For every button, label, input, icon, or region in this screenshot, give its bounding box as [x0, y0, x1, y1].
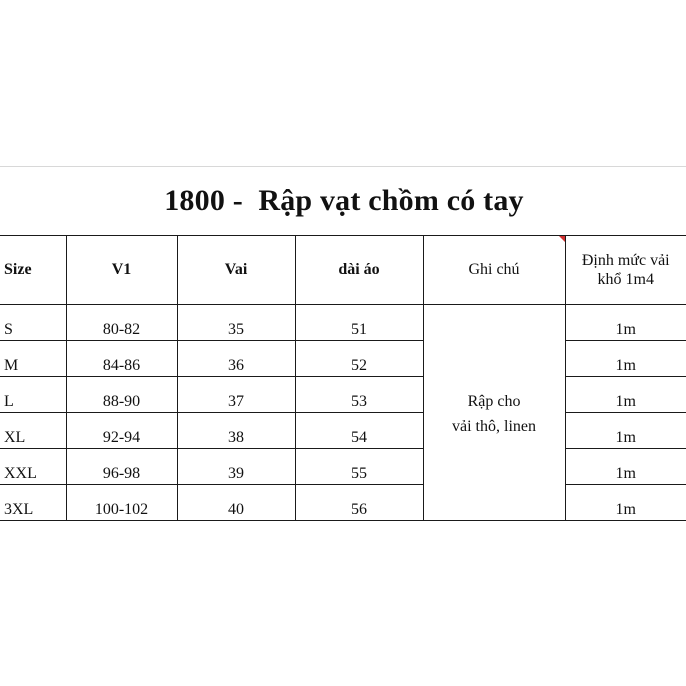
cell-dinh-muc: 1m — [565, 305, 686, 341]
cell-dinh-muc: 1m — [565, 485, 686, 521]
cell-dinh-muc: 1m — [565, 449, 686, 485]
cell-vai: 37 — [177, 377, 295, 413]
cell-vai: 35 — [177, 305, 295, 341]
cell-dinh-muc: 1m — [565, 413, 686, 449]
table-row — [0, 449, 686, 485]
cell-ghi-chu-note — [423, 305, 565, 521]
header-ghi-chu-label: Ghi chú — [468, 261, 520, 279]
sheet-title: 1800 - Rập vạt chồm có tay — [164, 184, 524, 217]
header-dinh-muc-line1: Định mức vải — [581, 251, 670, 269]
size-table — [0, 235, 686, 521]
cell-dai-ao: 51 — [295, 305, 423, 341]
cell-v1: 84-86 — [66, 341, 177, 377]
cell-vai: 40 — [177, 485, 295, 521]
table-row — [0, 341, 686, 377]
header-dinh-muc — [565, 236, 686, 305]
cell-vai: 39 — [177, 449, 295, 485]
cell-size: M — [0, 341, 66, 377]
table-row — [0, 305, 686, 341]
note-line1: Rập cho — [467, 392, 521, 410]
cell-dai-ao: 56 — [295, 485, 423, 521]
cell-vai: 38 — [177, 413, 295, 449]
comment-indicator-icon — [559, 236, 565, 242]
note-line2: vải thô, linen — [452, 417, 536, 435]
cell-dinh-muc: 1m — [565, 377, 686, 413]
cell-size: XXL — [0, 449, 66, 485]
cell-dai-ao: 52 — [295, 341, 423, 377]
cell-dai-ao: 53 — [295, 377, 423, 413]
header-vai: Vai — [177, 236, 295, 305]
cell-v1: 80-82 — [66, 305, 177, 341]
header-dai-ao: dài áo — [295, 236, 423, 305]
title-row — [0, 166, 686, 235]
cell-vai: 36 — [177, 341, 295, 377]
header-size: Size — [0, 236, 66, 305]
cell-v1: 100-102 — [66, 485, 177, 521]
cell-size: S — [0, 305, 66, 341]
cell-size: L — [0, 377, 66, 413]
cell-dai-ao: 55 — [295, 449, 423, 485]
header-ghi-chu — [423, 236, 565, 305]
header-dinh-muc-line2: khổ 1m4 — [597, 271, 654, 288]
cell-v1: 96-98 — [66, 449, 177, 485]
header-v1: V1 — [66, 236, 177, 305]
table-row — [0, 413, 686, 449]
header-row — [0, 236, 686, 305]
table-row — [0, 485, 686, 521]
size-sheet — [0, 166, 686, 522]
table-row — [0, 377, 686, 413]
cell-dai-ao: 54 — [295, 413, 423, 449]
cell-v1: 88-90 — [66, 377, 177, 413]
cell-size: 3XL — [0, 485, 66, 521]
cell-v1: 92-94 — [66, 413, 177, 449]
cell-dinh-muc: 1m — [565, 341, 686, 377]
cell-size: XL — [0, 413, 66, 449]
